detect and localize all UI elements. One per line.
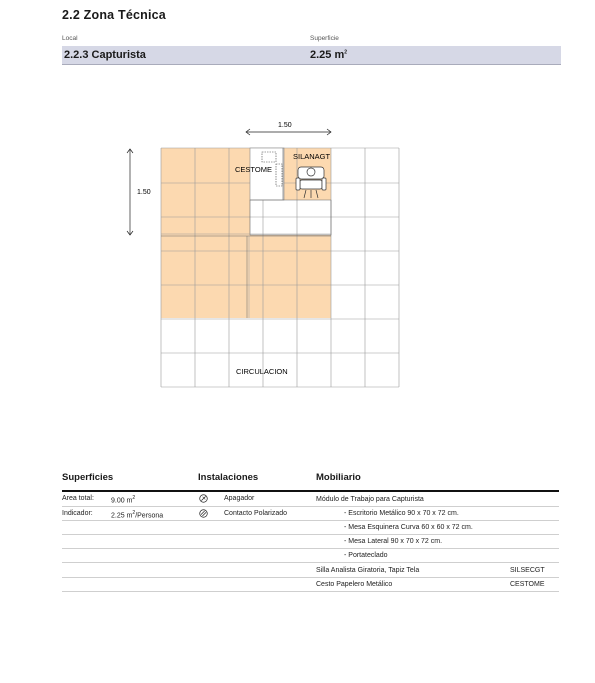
label-cestome: CESTOME — [235, 165, 272, 174]
label-silanagt: SILANAGT — [293, 152, 331, 161]
row-divider — [62, 534, 559, 535]
section-rule — [62, 490, 559, 492]
mobiliario-title: Mobiliario — [316, 472, 361, 483]
area-total-number: 9.00 m — [111, 497, 133, 505]
row-divider — [62, 506, 559, 507]
instalacion-contacto: Contacto Polarizado — [224, 510, 288, 517]
indicador-number: 2.25 m — [111, 512, 133, 520]
room-area-unit: m — [334, 49, 345, 61]
room-area-sup: 2 — [344, 49, 348, 56]
dim-horizontal: 1.50 — [278, 122, 292, 129]
label-circulacion: CIRCULACION — [236, 367, 288, 376]
row-divider — [62, 520, 559, 521]
mobiliario-item: Silla Analista Giratoria, Tapiz Tela — [316, 567, 420, 574]
highlight-block-bottom — [250, 235, 331, 318]
room-name: 2.2.3 Capturista — [64, 49, 146, 61]
area-total-value — [111, 495, 135, 504]
mobiliario-code: SILSECGT — [510, 567, 545, 574]
row-divider — [62, 562, 559, 563]
indicador-sup: 2 — [132, 510, 136, 516]
mobiliario-item: - Mesa Lateral 90 x 70 x 72 cm. — [344, 538, 443, 545]
superficie-label: Superficie — [310, 35, 339, 42]
row-divider — [62, 548, 559, 549]
dim-vertical: 1.50 — [137, 189, 151, 196]
indicador-suffix: /Persona — [135, 512, 164, 520]
mobiliario-item: - Portateclado — [344, 552, 388, 559]
contacto-polarizado-icon — [199, 509, 208, 518]
superficies-title: Superficies — [62, 472, 114, 483]
indicador-label: Indicador: — [62, 510, 93, 517]
mobiliario-code: CESTOME — [510, 581, 545, 588]
local-label: Local — [62, 35, 78, 42]
indicador-value — [111, 510, 163, 519]
area-total-sup: 2 — [132, 495, 136, 501]
mobiliario-item: Módulo de Trabajo para Capturista — [316, 496, 424, 503]
mobiliario-item: - Mesa Esquinera Curva 60 x 60 x 72 cm. — [344, 524, 473, 531]
apagador-icon — [199, 494, 208, 503]
room-area-value: 2.25 — [310, 49, 332, 61]
instalacion-apagador: Apagador — [224, 495, 255, 502]
row-divider — [62, 591, 559, 592]
row-divider — [62, 577, 559, 578]
mobiliario-item: - Escritorio Metálico 90 x 70 x 72 cm. — [344, 510, 459, 517]
instalaciones-title: Instalaciones — [198, 472, 259, 483]
section-title: 2.2 Zona Técnica — [62, 8, 166, 22]
area-total-label: Area total: — [62, 495, 94, 502]
mobiliario-item: Cesto Papelero Metálico — [316, 581, 393, 588]
